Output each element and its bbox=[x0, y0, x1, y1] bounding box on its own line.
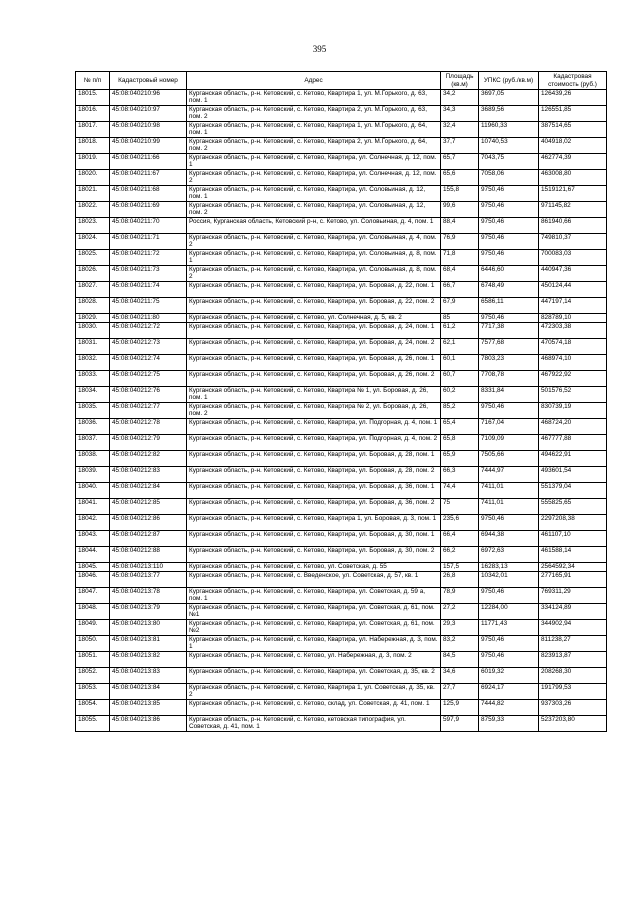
area-cell: 67,9 bbox=[441, 298, 479, 314]
cadastral-value-cell: 937303,26 bbox=[539, 700, 607, 716]
area-cell: 60,7 bbox=[441, 371, 479, 387]
table-row bbox=[76, 403, 607, 419]
upks-cell: 12284,00 bbox=[479, 604, 539, 620]
header-number: № п/п bbox=[76, 72, 110, 90]
table-row bbox=[76, 314, 607, 323]
area-cell: 88,4 bbox=[441, 218, 479, 234]
cadastral-number-cell: 45:08:040213:83 bbox=[110, 668, 187, 684]
area-cell: 34,6 bbox=[441, 668, 479, 684]
table-row bbox=[76, 563, 607, 572]
upks-cell: 7167,04 bbox=[479, 419, 539, 435]
cadastral-number-cell: 45:08:040212:82 bbox=[110, 451, 187, 467]
cadastral-number-cell: 45:08:040210:97 bbox=[110, 106, 187, 122]
row-number-cell: 18028. bbox=[76, 298, 110, 314]
address-cell: Курганская область, р-н. Кетовский, с. Кетово, Квартира, ул. Солнечная, д. 12, пом. 1 bbox=[187, 154, 441, 170]
upks-cell: 9750,46 bbox=[479, 234, 539, 250]
cadastral-number-cell: 45:08:040213:81 bbox=[110, 636, 187, 652]
row-number-cell: 18036. bbox=[76, 419, 110, 435]
upks-cell: 9750,46 bbox=[479, 403, 539, 419]
upks-cell: 3697,05 bbox=[479, 90, 539, 106]
cadastral-value-cell: 468724,20 bbox=[539, 419, 607, 435]
cadastral-value-cell: 334124,89 bbox=[539, 604, 607, 620]
cadastral-value-cell: 470574,18 bbox=[539, 339, 607, 355]
area-cell: 65,7 bbox=[441, 154, 479, 170]
area-cell: 66,2 bbox=[441, 547, 479, 563]
table-row bbox=[76, 323, 607, 339]
table-row bbox=[76, 483, 607, 499]
area-cell: 83,2 bbox=[441, 636, 479, 652]
row-number-cell: 18037. bbox=[76, 435, 110, 451]
row-number-cell: 18046. bbox=[76, 572, 110, 588]
area-cell: 60,1 bbox=[441, 355, 479, 371]
address-cell: Курганская область, р-н. Кетовский, с. Кетово, Квартира 1, ул. М.Горького, д. 64, пом. 1 bbox=[187, 122, 441, 138]
address-cell: Курганская область, р-н. Кетовский, с. Кетово, кетовская типография, ул. Советская, д. 41, пом. 1 bbox=[187, 716, 441, 732]
area-cell: 37,7 bbox=[441, 138, 479, 154]
area-cell: 65,9 bbox=[441, 451, 479, 467]
address-cell: Курганская область, р-н. Кетовский, с. Кетово, ул. Набережная, д. 3, пом. 2 bbox=[187, 652, 441, 668]
row-number-cell: 18024. bbox=[76, 234, 110, 250]
upks-cell: 7803,23 bbox=[479, 355, 539, 371]
address-cell: Курганская область, р-н. Кетовский, с. Кетово, Квартира, ул. Соловьиная, д. 12, пом. 2 bbox=[187, 202, 441, 218]
address-cell: Курганская область, р-н. Кетовский, с. Кетово, ул. Солнечная, д. 5, кв. 2 bbox=[187, 314, 441, 323]
address-cell: Курганская область, р-н. Кетовский, с. Кетово, Квартира, ул. Соловьиная, д. 12, пом. 1 bbox=[187, 186, 441, 202]
area-cell: 66,3 bbox=[441, 467, 479, 483]
area-cell: 29,3 bbox=[441, 620, 479, 636]
upks-cell: 7708,78 bbox=[479, 371, 539, 387]
cadastral-value-cell: 811238,27 bbox=[539, 636, 607, 652]
upks-cell: 7058,06 bbox=[479, 170, 539, 186]
row-number-cell: 18034. bbox=[76, 387, 110, 403]
cadastral-value-cell: 450124,44 bbox=[539, 282, 607, 298]
area-cell: 75 bbox=[441, 499, 479, 515]
cadastral-value-cell: 830739,19 bbox=[539, 403, 607, 419]
cadastral-number-cell: 45:08:040211:68 bbox=[110, 186, 187, 202]
cadastral-number-cell: 45:08:040211:72 bbox=[110, 250, 187, 266]
upks-cell: 9750,46 bbox=[479, 202, 539, 218]
cadastral-number-cell: 45:08:040213:80 bbox=[110, 620, 187, 636]
cadastral-number-cell: 45:08:040212:84 bbox=[110, 483, 187, 499]
upks-cell: 7505,66 bbox=[479, 451, 539, 467]
area-cell: 235,6 bbox=[441, 515, 479, 531]
row-number-cell: 18043. bbox=[76, 531, 110, 547]
cadastral-value-cell: 1519121,67 bbox=[539, 186, 607, 202]
address-cell: Курганская область, р-н. Кетовский, с. Кетово, Квартира, ул. Боровая, д. 36, пом. 1 bbox=[187, 483, 441, 499]
upks-cell: 11771,43 bbox=[479, 620, 539, 636]
cadastral-number-cell: 45:08:040211:69 bbox=[110, 202, 187, 218]
row-number-cell: 18038. bbox=[76, 451, 110, 467]
address-cell: Курганская область, р-н. Кетовский, с. Кетово, склад, ул. Советская, д. 41, пом. 1 bbox=[187, 700, 441, 716]
cadastral-number-cell: 45:08:040212:73 bbox=[110, 339, 187, 355]
table-row bbox=[76, 652, 607, 668]
cadastral-number-cell: 45:08:040211:66 bbox=[110, 154, 187, 170]
table-row bbox=[76, 387, 607, 403]
cadastral-number-cell: 45:08:040212:88 bbox=[110, 547, 187, 563]
area-cell: 85 bbox=[441, 314, 479, 323]
cadastral-value-cell: 208268,30 bbox=[539, 668, 607, 684]
address-cell: Курганская область, р-н. Кетовский, с. Кетово, Квартира, ул. Боровая, д. 24, пом. 2 bbox=[187, 339, 441, 355]
area-cell: 85,2 bbox=[441, 403, 479, 419]
table-header-row bbox=[76, 72, 607, 90]
cadastral-number-cell: 45:08:040213:82 bbox=[110, 652, 187, 668]
upks-cell: 10740,53 bbox=[479, 138, 539, 154]
row-number-cell: 18025. bbox=[76, 250, 110, 266]
row-number-cell: 18053. bbox=[76, 684, 110, 700]
table-row bbox=[76, 202, 607, 218]
cadastral-number-cell: 45:08:040213:86 bbox=[110, 716, 187, 732]
address-cell: Курганская область, р-н. Кетовский, с. Кетово, Квартира, ул. Боровая, д. 36, пом. 2 bbox=[187, 499, 441, 515]
table-row bbox=[76, 684, 607, 700]
cadastral-value-cell: 191799,53 bbox=[539, 684, 607, 700]
upks-cell: 6748,49 bbox=[479, 282, 539, 298]
table-row bbox=[76, 154, 607, 170]
address-cell: Курганская область, р-н. Кетовский, с. Кетово, Квартира 1, ул. Боровая, д. 3, пом. 1 bbox=[187, 515, 441, 531]
upks-cell: 8759,33 bbox=[479, 716, 539, 732]
table-row bbox=[76, 218, 607, 234]
table-row bbox=[76, 138, 607, 154]
cadastral-value-cell: 472303,38 bbox=[539, 323, 607, 339]
header-area: Площадь (кв.м) bbox=[441, 72, 479, 90]
cadastral-value-cell: 447197,14 bbox=[539, 298, 607, 314]
cadastral-value-cell: 501576,52 bbox=[539, 387, 607, 403]
cadastral-value-cell: 493601,54 bbox=[539, 467, 607, 483]
row-number-cell: 18015. bbox=[76, 90, 110, 106]
cadastral-value-cell: 387514,65 bbox=[539, 122, 607, 138]
row-number-cell: 18016. bbox=[76, 106, 110, 122]
area-cell: 68,4 bbox=[441, 266, 479, 282]
cadastral-number-cell: 45:08:040212:72 bbox=[110, 323, 187, 339]
cadastral-value-cell: 404918,02 bbox=[539, 138, 607, 154]
row-number-cell: 18022. bbox=[76, 202, 110, 218]
table-row bbox=[76, 170, 607, 186]
row-number-cell: 18027. bbox=[76, 282, 110, 298]
area-cell: 34,2 bbox=[441, 90, 479, 106]
cadastral-value-cell: 461107,10 bbox=[539, 531, 607, 547]
table-row bbox=[76, 636, 607, 652]
row-number-cell: 18054. bbox=[76, 700, 110, 716]
cadastral-value-cell: 462774,39 bbox=[539, 154, 607, 170]
area-cell: 62,1 bbox=[441, 339, 479, 355]
cadastral-number-cell: 45:08:040211:73 bbox=[110, 266, 187, 282]
cadastral-value-cell: 468974,10 bbox=[539, 355, 607, 371]
cadastral-number-cell: 45:08:040211:80 bbox=[110, 314, 187, 323]
table-row bbox=[76, 499, 607, 515]
area-cell: 66,4 bbox=[441, 531, 479, 547]
cadastral-number-cell: 45:08:040210:98 bbox=[110, 122, 187, 138]
cadastral-number-cell: 45:08:040212:85 bbox=[110, 499, 187, 515]
cadastral-value-cell: 971145,82 bbox=[539, 202, 607, 218]
address-cell: Курганская область, р-н. Кетовский, с. Кетово, Квартира, ул. Советская, д. 35, кв. 2 bbox=[187, 668, 441, 684]
address-cell: Курганская область, р-н. Кетовский, с. Кетово, Квартира, ул. Советская, д. 59 а, пом. 1 bbox=[187, 588, 441, 604]
address-cell: Курганская область, р-н. Кетовский, с. Кетово, Квартира, ул. Боровая, д. 22, пом. 2 bbox=[187, 298, 441, 314]
upks-cell: 11960,33 bbox=[479, 122, 539, 138]
cadastral-number-cell: 45:08:040213:85 bbox=[110, 700, 187, 716]
cadastral-number-cell: 45:08:040212:76 bbox=[110, 387, 187, 403]
row-number-cell: 18055. bbox=[76, 716, 110, 732]
cadastral-number-cell: 45:08:040213:84 bbox=[110, 684, 187, 700]
cadastral-number-cell: 45:08:040212:87 bbox=[110, 531, 187, 547]
row-number-cell: 18049. bbox=[76, 620, 110, 636]
table-row bbox=[76, 298, 607, 314]
table-row bbox=[76, 250, 607, 266]
row-number-cell: 18029. bbox=[76, 314, 110, 323]
address-cell: Курганская область, р-н. Кетовский, с. Кетово, Квартира, ул. Советская, д. 61, пом. №2 bbox=[187, 620, 441, 636]
table-row bbox=[76, 355, 607, 371]
area-cell: 84,5 bbox=[441, 652, 479, 668]
cadastral-number-cell: 45:08:040212:79 bbox=[110, 435, 187, 451]
row-number-cell: 18023. bbox=[76, 218, 110, 234]
table-row bbox=[76, 435, 607, 451]
address-cell: Курганская область, р-н. Кетовский, с. Кетово, Квартира, ул. Соловьиная, д. 8, пом. 1 bbox=[187, 250, 441, 266]
cadastral-number-cell: 45:08:040213:77 bbox=[110, 572, 187, 588]
area-cell: 27,2 bbox=[441, 604, 479, 620]
cadastral-value-cell: 749810,37 bbox=[539, 234, 607, 250]
address-cell: Курганская область, р-н. Кетовский, с. Кетово, Квартира № 1, ул. Боровая, д. 26, пом. 1 bbox=[187, 387, 441, 403]
area-cell: 61,2 bbox=[441, 323, 479, 339]
address-cell: Курганская область, р-н. Кетовский, с. Кетово, ул. Советская, д. 55 bbox=[187, 563, 441, 572]
table-row bbox=[76, 531, 607, 547]
row-number-cell: 18041. bbox=[76, 499, 110, 515]
cadastral-value-cell: 467777,88 bbox=[539, 435, 607, 451]
upks-cell: 6019,32 bbox=[479, 668, 539, 684]
area-cell: 78,9 bbox=[441, 588, 479, 604]
row-number-cell: 18039. bbox=[76, 467, 110, 483]
table-row bbox=[76, 339, 607, 355]
table-row bbox=[76, 515, 607, 531]
page-number: 395 bbox=[312, 44, 327, 54]
area-cell: 60,2 bbox=[441, 387, 479, 403]
area-cell: 26,8 bbox=[441, 572, 479, 588]
area-cell: 99,6 bbox=[441, 202, 479, 218]
cadastral-value-cell: 555825,65 bbox=[539, 499, 607, 515]
table-row bbox=[76, 90, 607, 106]
cadastral-value-cell: 5237203,80 bbox=[539, 716, 607, 732]
upks-cell: 9750,46 bbox=[479, 636, 539, 652]
table-row bbox=[76, 604, 607, 620]
cadastral-number-cell: 45:08:040212:75 bbox=[110, 371, 187, 387]
upks-cell: 9750,46 bbox=[479, 515, 539, 531]
upks-cell: 7577,68 bbox=[479, 339, 539, 355]
upks-cell: 9750,46 bbox=[479, 218, 539, 234]
row-number-cell: 18017. bbox=[76, 122, 110, 138]
area-cell: 66,7 bbox=[441, 282, 479, 298]
table-row bbox=[76, 282, 607, 298]
row-number-cell: 18035. bbox=[76, 403, 110, 419]
area-cell: 157,5 bbox=[441, 563, 479, 572]
table-row bbox=[76, 451, 607, 467]
cadastral-number-cell: 45:08:040213:79 bbox=[110, 604, 187, 620]
cadastral-number-cell: 45:08:040210:96 bbox=[110, 90, 187, 106]
row-number-cell: 18045. bbox=[76, 563, 110, 572]
address-cell: Россия, Курганская область, Кетовский р-н, с. Кетово, ул. Соловьиная, д. 4, пом. 1 bbox=[187, 218, 441, 234]
upks-cell: 9750,46 bbox=[479, 652, 539, 668]
cadastral-number-cell: 45:08:040211:71 bbox=[110, 234, 187, 250]
cadastral-number-cell: 45:08:040213:78 bbox=[110, 588, 187, 604]
row-number-cell: 18050. bbox=[76, 636, 110, 652]
header-cadastral-number: Кадастровый номер bbox=[110, 72, 187, 90]
cadastral-number-cell: 45:08:040211:70 bbox=[110, 218, 187, 234]
table-row bbox=[76, 122, 607, 138]
upks-cell: 9750,46 bbox=[479, 250, 539, 266]
cadastral-number-cell: 45:08:040212:83 bbox=[110, 467, 187, 483]
address-cell: Курганская область, р-н. Кетовский, с. Кетово, Квартира, ул. Подгорная, д. 4, пом. 1 bbox=[187, 419, 441, 435]
area-cell: 74,4 bbox=[441, 483, 479, 499]
table-row bbox=[76, 668, 607, 684]
cadastral-number-cell: 45:08:040210:99 bbox=[110, 138, 187, 154]
table-row bbox=[76, 620, 607, 636]
table-row bbox=[76, 371, 607, 387]
address-cell: Курганская область, р-н. Кетовский, с. Кетово, Квартира 2, ул. М.Горького, д. 64, пом. 2 bbox=[187, 138, 441, 154]
table-row bbox=[76, 572, 607, 588]
cadastral-value-cell: 461588,14 bbox=[539, 547, 607, 563]
upks-cell: 6972,63 bbox=[479, 547, 539, 563]
address-cell: Курганская область, р-н. Кетовский, с. Кетово, Квартира, ул. Боровая, д. 26, пом. 1 bbox=[187, 355, 441, 371]
table-body bbox=[76, 90, 607, 732]
row-number-cell: 18020. bbox=[76, 170, 110, 186]
upks-cell: 6924,17 bbox=[479, 684, 539, 700]
address-cell: Курганская область, р-н. Кетовский, с. Кетово, Квартира, ул. Подгорная, д. 4, пом. 2 bbox=[187, 435, 441, 451]
upks-cell: 10342,01 bbox=[479, 572, 539, 588]
header-upks: УПКС (руб./кв.м) bbox=[479, 72, 539, 90]
cadastral-value-cell: 277165,91 bbox=[539, 572, 607, 588]
cadastral-table bbox=[75, 71, 607, 732]
area-cell: 32,4 bbox=[441, 122, 479, 138]
cadastral-number-cell: 45:08:040212:77 bbox=[110, 403, 187, 419]
upks-cell: 9750,46 bbox=[479, 588, 539, 604]
row-number-cell: 18032. bbox=[76, 355, 110, 371]
cadastral-number-cell: 45:08:040213:110 bbox=[110, 563, 187, 572]
table-row bbox=[76, 234, 607, 250]
upks-cell: 7043,75 bbox=[479, 154, 539, 170]
area-cell: 125,9 bbox=[441, 700, 479, 716]
area-cell: 65,4 bbox=[441, 419, 479, 435]
upks-cell: 7411,01 bbox=[479, 483, 539, 499]
table-row bbox=[76, 547, 607, 563]
address-cell: Курганская область, р-н. Кетовский, с. Кетово, Квартира, ул. Солнечная, д. 12, пом. 2 bbox=[187, 170, 441, 186]
address-cell: Курганская область, р-н. Кетовский, с. Кетово, Квартира, ул. Боровая, д. 28, пом. 1 bbox=[187, 451, 441, 467]
cadastral-value-cell: 463008,80 bbox=[539, 170, 607, 186]
table-row bbox=[76, 106, 607, 122]
upks-cell: 7444,82 bbox=[479, 700, 539, 716]
table-row bbox=[76, 419, 607, 435]
address-cell: Курганская область, р-н. Кетовский, с. Кетово, Квартира, ул. Боровая, д. 30, пом. 2 bbox=[187, 547, 441, 563]
address-cell: Курганская область, р-н. Кетовский, с. Кетово, Квартира, ул. Боровая, д. 28, пом. 2 bbox=[187, 467, 441, 483]
header-cadastral-value: Кадастровая стоимость (руб.) bbox=[539, 72, 607, 90]
cadastral-value-cell: 467922,92 bbox=[539, 371, 607, 387]
area-cell: 155,8 bbox=[441, 186, 479, 202]
address-cell: Курганская область, р-н. Кетовский, с. Кетово, Квартира, ул. Соловьиная, д. 8, пом. 2 bbox=[187, 266, 441, 282]
table-row bbox=[76, 467, 607, 483]
area-cell: 71,8 bbox=[441, 250, 479, 266]
row-number-cell: 18030. bbox=[76, 323, 110, 339]
cadastral-value-cell: 828789,10 bbox=[539, 314, 607, 323]
upks-cell: 8331,84 bbox=[479, 387, 539, 403]
cadastral-number-cell: 45:08:040211:74 bbox=[110, 282, 187, 298]
row-number-cell: 18031. bbox=[76, 339, 110, 355]
upks-cell: 7717,38 bbox=[479, 323, 539, 339]
address-cell: Курганская область, р-н. Кетовский, с. Кетово, Квартира 1, ул. Советская, д. 35, кв. 2 bbox=[187, 684, 441, 700]
address-cell: Курганская область, р-н. Кетовский, с. Введенское, ул. Советская, д. 57, кв. 1 bbox=[187, 572, 441, 588]
cadastral-number-cell: 45:08:040212:86 bbox=[110, 515, 187, 531]
row-number-cell: 18021. bbox=[76, 186, 110, 202]
table-row bbox=[76, 186, 607, 202]
area-cell: 34,3 bbox=[441, 106, 479, 122]
upks-cell: 3689,56 bbox=[479, 106, 539, 122]
cadastral-value-cell: 2297208,38 bbox=[539, 515, 607, 531]
cadastral-value-cell: 769311,29 bbox=[539, 588, 607, 604]
cadastral-value-cell: 494622,91 bbox=[539, 451, 607, 467]
address-cell: Курганская область, р-н. Кетовский, с. Кетово, Квартира 2, ул. М.Горького, д. 63, пом. 2 bbox=[187, 106, 441, 122]
cadastral-number-cell: 45:08:040211:75 bbox=[110, 298, 187, 314]
row-number-cell: 18040. bbox=[76, 483, 110, 499]
area-cell: 65,6 bbox=[441, 170, 479, 186]
area-cell: 597,9 bbox=[441, 716, 479, 732]
upks-cell: 7444,97 bbox=[479, 467, 539, 483]
address-cell: Курганская область, р-н. Кетовский, с. Кетово, Квартира, ул. Боровая, д. 24, пом. 1 bbox=[187, 323, 441, 339]
address-cell: Курганская область, р-н. Кетовский, с. Кетово, Квартира 1, ул. М.Горького, д. 63, пом. 1 bbox=[187, 90, 441, 106]
area-cell: 65,8 bbox=[441, 435, 479, 451]
row-number-cell: 18026. bbox=[76, 266, 110, 282]
cadastral-value-cell: 126551,85 bbox=[539, 106, 607, 122]
address-cell: Курганская область, р-н. Кетовский, с. Кетово, Квартира № 2, ул. Боровая, д. 26, пом. 2 bbox=[187, 403, 441, 419]
upks-cell: 16283,13 bbox=[479, 563, 539, 572]
row-number-cell: 18018. bbox=[76, 138, 110, 154]
row-number-cell: 18052. bbox=[76, 668, 110, 684]
address-cell: Курганская область, р-н. Кетовский, с. Кетово, Квартира, ул. Боровая, д. 26, пом. 2 bbox=[187, 371, 441, 387]
cadastral-value-cell: 440947,36 bbox=[539, 266, 607, 282]
cadastral-value-cell: 344902,94 bbox=[539, 620, 607, 636]
row-number-cell: 18044. bbox=[76, 547, 110, 563]
cadastral-number-cell: 45:08:040211:67 bbox=[110, 170, 187, 186]
address-cell: Курганская область, р-н. Кетовский, с. Кетово, Квартира, ул. Набережная, д. 3, пом. 1 bbox=[187, 636, 441, 652]
table-row bbox=[76, 588, 607, 604]
row-number-cell: 18019. bbox=[76, 154, 110, 170]
row-number-cell: 18047. bbox=[76, 588, 110, 604]
row-number-cell: 18042. bbox=[76, 515, 110, 531]
cadastral-value-cell: 700083,03 bbox=[539, 250, 607, 266]
header-address: Адрес bbox=[187, 72, 441, 90]
upks-cell: 7109,09 bbox=[479, 435, 539, 451]
row-number-cell: 18048. bbox=[76, 604, 110, 620]
table-row bbox=[76, 700, 607, 716]
cadastral-number-cell: 45:08:040212:74 bbox=[110, 355, 187, 371]
table-row bbox=[76, 716, 607, 732]
upks-cell: 6944,38 bbox=[479, 531, 539, 547]
cadastral-value-cell: 861940,66 bbox=[539, 218, 607, 234]
cadastral-value-cell: 823913,87 bbox=[539, 652, 607, 668]
cadastral-value-cell: 126439,26 bbox=[539, 90, 607, 106]
table-row bbox=[76, 266, 607, 282]
upks-cell: 6586,11 bbox=[479, 298, 539, 314]
row-number-cell: 18051. bbox=[76, 652, 110, 668]
area-cell: 76,9 bbox=[441, 234, 479, 250]
address-cell: Курганская область, р-н. Кетовский, с. Кетово, Квартира, ул. Соловьиная, д. 4, пом. 2 bbox=[187, 234, 441, 250]
cadastral-number-cell: 45:08:040212:78 bbox=[110, 419, 187, 435]
row-number-cell: 18033. bbox=[76, 371, 110, 387]
upks-cell: 9750,46 bbox=[479, 314, 539, 323]
upks-cell: 9750,46 bbox=[479, 186, 539, 202]
upks-cell: 6446,60 bbox=[479, 266, 539, 282]
cadastral-value-cell: 551379,04 bbox=[539, 483, 607, 499]
address-cell: Курганская область, р-н. Кетовский, с. Кетово, Квартира, ул. Боровая, д. 22, пом. 1 bbox=[187, 282, 441, 298]
area-cell: 27,7 bbox=[441, 684, 479, 700]
address-cell: Курганская область, р-н. Кетовский, с. Кетово, Квартира, ул. Советская, д. 61, пом. №1 bbox=[187, 604, 441, 620]
address-cell: Курганская область, р-н. Кетовский, с. Кетово, Квартира, ул. Боровая, д. 30, пом. 1 bbox=[187, 531, 441, 547]
upks-cell: 7411,01 bbox=[479, 499, 539, 515]
cadastral-value-cell: 2564592,34 bbox=[539, 563, 607, 572]
